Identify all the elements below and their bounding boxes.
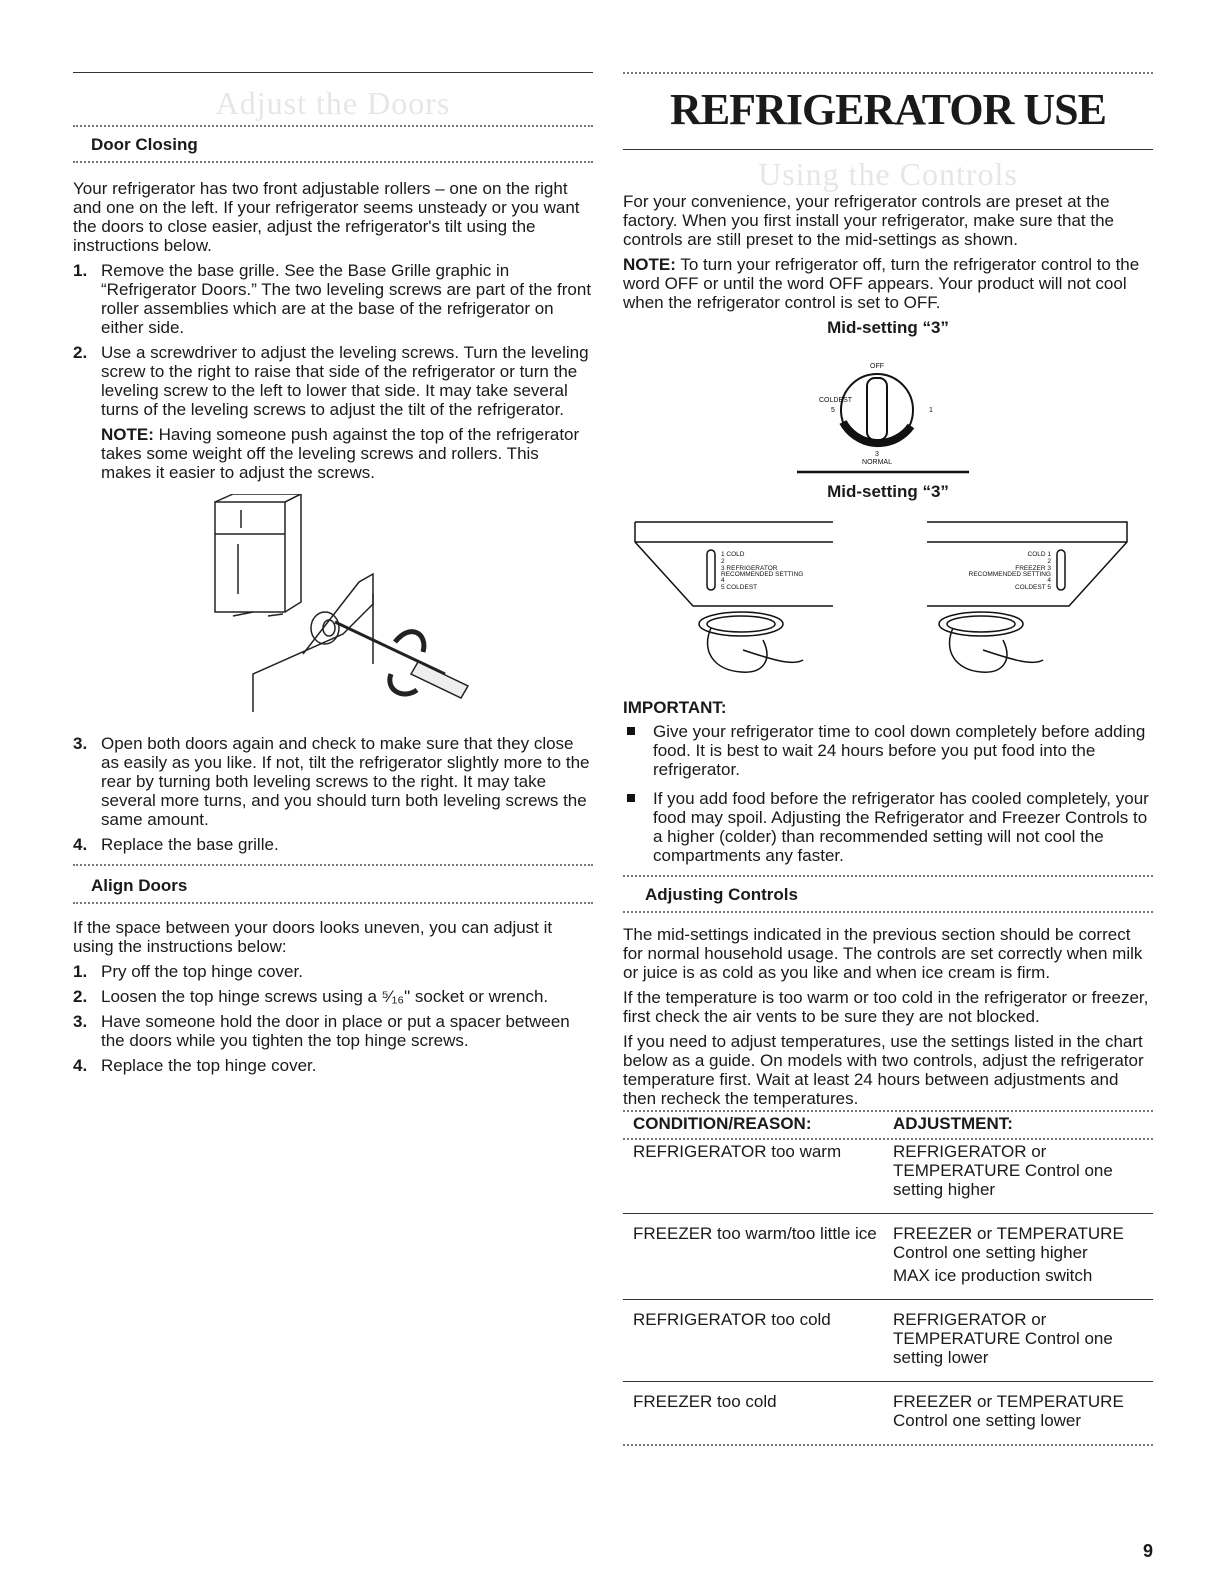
list-item: 1. Pry off the top hinge cover. [73,962,303,981]
panel-left-cold: 1 COLD [721,551,745,558]
dial-one-label: 1 [929,407,933,414]
table-header [623,1114,1153,1138]
list-item: 3. Open both doors again and check to make sure that they close as easily as you like. If not, tilt the refrigerator slightly more to the rear by turning both leveling screws to the right. It may take several more turns, and you should turn both leveling screws the same amount. [73,734,590,829]
panel-right-freezer: FREEZER 3 [1015,565,1051,572]
table-row: REFRIGERATOR too cold REFRIGERATOR or TEMPERATURE Control one setting lower [623,1300,1153,1382]
dial-three-label: 3 [875,451,879,458]
title-rule [623,149,1153,150]
door-closing-intro: Your refrigerator has two front adjustable rollers – one on the right and one on the left. If your refrigerator seems unsteady or you want the doors to close easier, adjust the refrigerator's tilt using the instructions below. [73,179,580,255]
adjusting-p2: If the temperature is too warm or too cold in the refrigerator or freezer, first check the air vents to be sure they are not blocked. [623,988,1149,1026]
left-column [73,0,593,1081]
adjusting-p1: The mid-settings indicated in the previous section should be correct for normal household usage. The controls are set correctly when milk or juice is as cold as you like and when ice cream is firm. [623,925,1143,982]
panel-right-two: 2 [1047,558,1051,565]
dial-five-label: 5 [831,407,835,414]
adjusting-controls-heading: Adjusting Controls [645,885,798,904]
control-dial-illustration [623,342,1153,482]
door-closing-heading: Door Closing [91,135,198,154]
top-rule [73,72,593,73]
important-label: IMPORTANT: [623,698,727,717]
door-closing-steps-continued [73,734,593,854]
table-row: REFRIGERATOR too warm REFRIGERATOR or TEMPERATURE Control one setting higher [623,1140,1153,1214]
panel-left-recommended: RECOMMENDED SETTING [721,571,804,578]
list-item: If you add food before the refrigerator has cooled completely, your food may spoil. Adjusting the Refrigerator and Freezer Controls to a higher (colder) than recommended setting will not cool the compartments any faster. [623,789,1153,865]
panel-left-coldest: 5 COLDEST [721,584,758,591]
note: NOTE: Having someone push against the top of the refrigerator takes some weight off the leveling screws and rollers. This makes it easier to adjust the screws. [101,425,580,482]
leveling-screw-illustration [73,494,593,724]
panel-caption: Mid-setting “3” [827,482,949,501]
door-closing-steps [73,261,593,482]
table-row: FREEZER too warm/too little ice FREEZER or TEMPERATURE Control one setting higher MAX ice production switch [623,1214,1153,1300]
control-panels-illustration [623,510,1153,690]
panel-left-refrigerator: 3 REFRIGERATOR [721,565,778,572]
page-title: REFRIGERATOR USE [670,85,1106,134]
dial-caption: Mid-setting “3” [827,318,949,337]
right-column [623,0,1153,1446]
controls-intro: For your convenience, your refrigerator controls are preset at the factory. When you first install your refrigerator, make sure that the controls are still preset to the mid-settings as shown. [623,192,1114,249]
adjustment-table [623,1114,1153,1444]
list-item: 1. Remove the base grille. See the Base Grille graphic in “Refrigerator Doors.” The two leveling screws are part of the front roller assemblies which are at the base of the refrigerator on either side. [73,261,592,337]
list-item: 4. Replace the top hinge cover. [73,1056,317,1075]
section-title-using-controls: Using the Controls [758,156,1018,192]
divider [623,875,1153,877]
adjusting-p3: If you need to adjust temperatures, use the settings listed in the chart below as a guide. On models with two controls, adjust the refrigerator temperature first. Wait at least 24 hours between adjustments and then recheck the temperatures. [623,1032,1144,1108]
dial-coldest-label: COLDEST [819,397,853,404]
panel-right-cold: COLD 1 [1027,551,1051,558]
list-item: 2. Use a screwdriver to adjust the leveling screws. Turn the leveling screw to the right to raise that side of the refrigerator or turn the leveling screw to the left to lower that side. It may take several turns of the leveling screws to adjust the tilt of the refrigerator. NOTE: Having someone push against the top of the refrigerator takes some weight off the leveling screws and rollers. This makes it easier to adjust the screws. [73,343,593,482]
divider [623,1444,1153,1446]
page-number: 9 [1142,1541,1153,1561]
condition-header: CONDITION/REASON: [633,1114,812,1133]
align-doors-intro: If the space between your doors looks uneven, you can adjust it using the instructions below: [73,918,553,956]
panel-left-two: 2 [721,558,725,565]
panel-right-four: 4 [1047,577,1051,584]
controls-note: NOTE: To turn your refrigerator off, turn the refrigerator control to the word OFF or until the word OFF appears. Your product will not cool when the refrigerator control is set to OFF. [623,255,1140,312]
divider [623,911,1153,913]
section-title-adjust-doors: Adjust the Doors [215,85,451,121]
divider [623,72,1153,74]
panel-right-recommended: RECOMMENDED SETTING [968,571,1051,578]
list-item: Give your refrigerator time to cool down completely before adding food. It is best to wait 24 hours before you put food into the refrigerator. [623,722,1153,779]
list-item: 2. Loosen the top hinge screws using a ⁵⁄₁₆" socket or wrench. [73,987,549,1006]
panel-left-four: 4 [721,577,725,584]
align-doors-steps [73,962,593,1075]
align-doors-heading: Align Doors [91,876,188,895]
divider [73,864,593,866]
adjustment-header: ADJUSTMENT: [893,1114,1013,1133]
divider [73,125,593,127]
dial-normal-label: NORMAL [862,459,892,466]
divider [623,1110,1153,1112]
table-row: FREEZER too cold FREEZER or TEMPERATURE Control one setting lower [633,1392,1124,1430]
list-item: 3. Have someone hold the door in place or put a spacer between the doors while you tighten the top hinge screws. [73,1012,570,1050]
divider [73,161,593,163]
panel-right-coldest: COLDEST 5 [1014,584,1051,591]
dial-off-label: OFF [870,363,884,370]
list-item: 4. Replace the base grille. [73,835,279,854]
important-list [623,722,1153,865]
divider [73,902,593,904]
